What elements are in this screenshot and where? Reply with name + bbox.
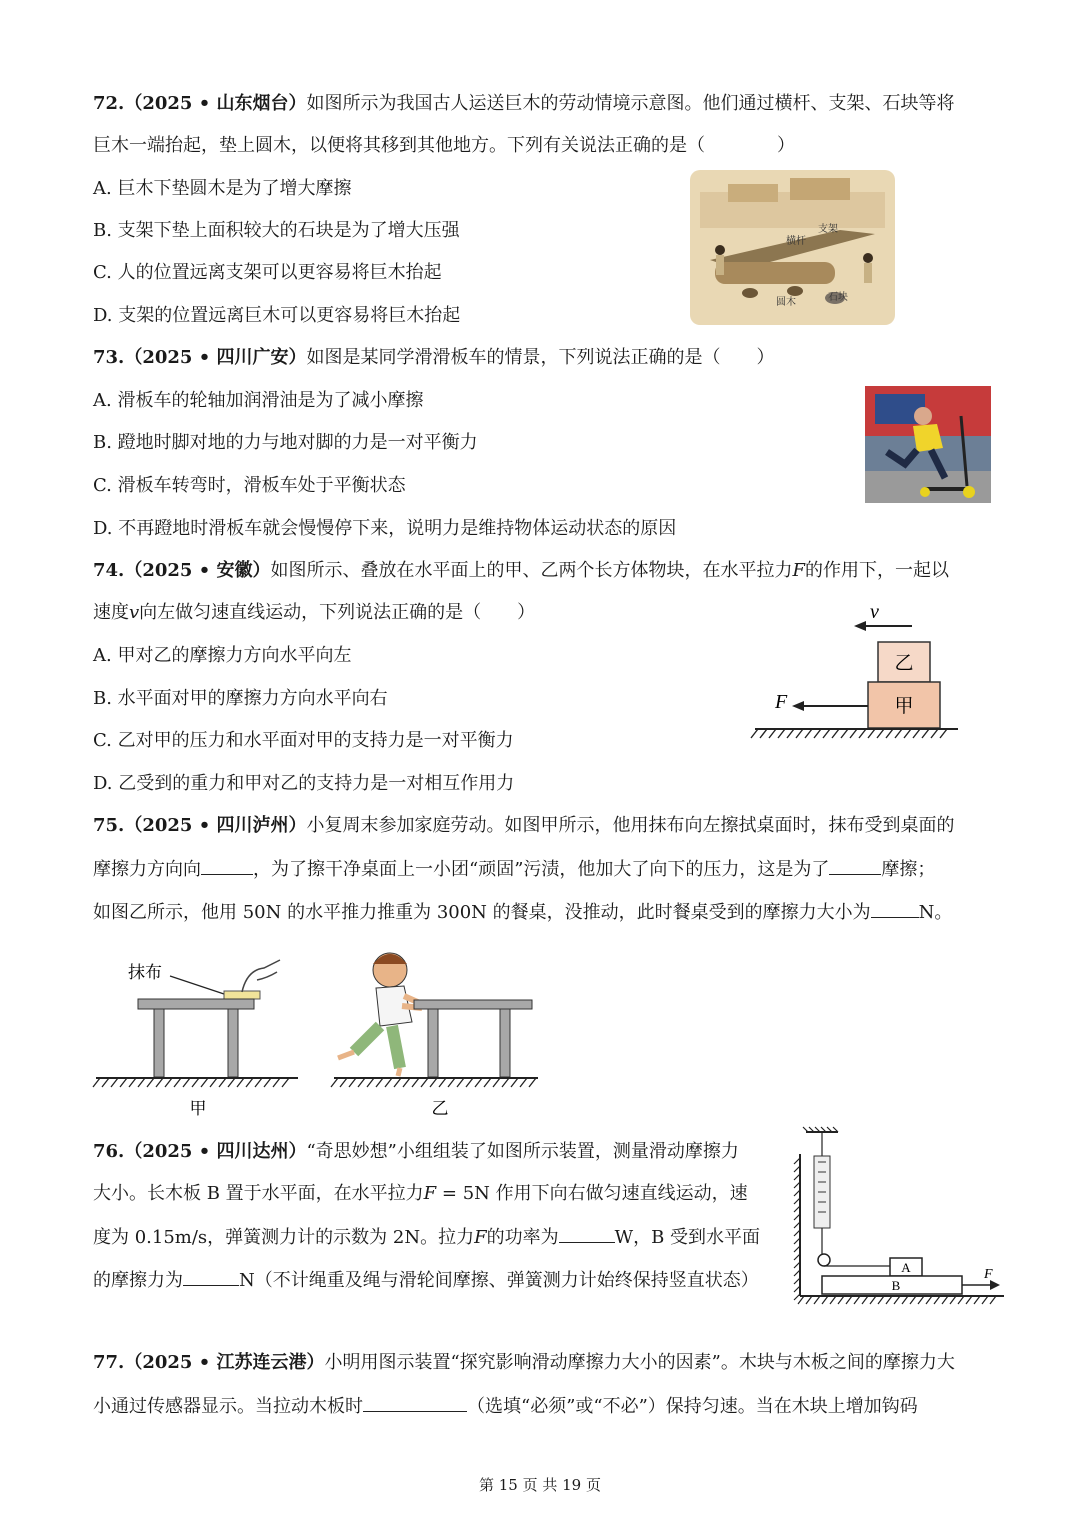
q76-line-4: 的摩擦力为 N（不计绳重及绳与滑轮间摩擦、弹簧测力计始终保持竖直状态） bbox=[93, 1267, 759, 1293]
blank-3[interactable] bbox=[871, 899, 919, 918]
q75-line-2: 摩擦力方向向 ，为了擦干净桌面上一小团“顽固”污渍，他加大了向下的压力，这是为了 摩擦； bbox=[93, 856, 935, 882]
fig-a-label: 甲 bbox=[189, 1099, 207, 1119]
q74-blocks-diagram bbox=[750, 598, 962, 744]
q74-option-d: D. 乙受到的重力和甲对乙的支持力是一对相互作用力 bbox=[93, 773, 515, 794]
q74-line-2: 速度v向左做匀速直线运动，下列说法正确的是（ ） bbox=[93, 602, 536, 623]
blank-6[interactable] bbox=[363, 1393, 467, 1412]
q74-option-a: A. 甲对乙的摩擦力方向水平向左 bbox=[93, 645, 352, 666]
label-stone: 石块 bbox=[828, 292, 848, 303]
q77-line-2: 小通过传感器显示。当拉动木板时 （选填“必须”或“不必”）保持匀速。当在木块上增加钩码 bbox=[93, 1393, 918, 1419]
q73-option-d: D. 不再蹬地时滑板车就会慢慢停下来，说明力是维持物体运动状态的原因 bbox=[93, 518, 677, 539]
cloth-label: 抹布 bbox=[128, 963, 162, 983]
q75-line-1: 75.（2025 • 四川泸州）小复周末参加家庭劳动。如图甲所示，他用抹布向左擦拭桌面时，抹布受到桌面的 bbox=[93, 815, 955, 836]
force-label: F bbox=[775, 691, 788, 713]
q72-line-2: 巨木一端抬起，垫上圆木，以便将其移到其他地方。下列有关说法正确的是（ ） bbox=[93, 135, 795, 156]
pulley bbox=[818, 1254, 830, 1266]
label-log: 圆木 bbox=[776, 297, 796, 308]
q76-apparatus bbox=[780, 1126, 1008, 1312]
label-crossbar: 横杆 bbox=[786, 236, 806, 247]
blank-2[interactable] bbox=[829, 856, 881, 875]
q75-diagrams bbox=[92, 940, 542, 1120]
blank-4[interactable] bbox=[559, 1224, 615, 1243]
q77-line-1: 77.（2025 • 江苏连云港）小明用图示装置“探究影响滑动摩擦力大小的因素”。木块与木板之间的摩擦力大 bbox=[93, 1352, 955, 1373]
force-arrow-icon bbox=[792, 701, 804, 711]
q73-line-1: 73.（2025 • 四川广安）如图是某同学滑滑板车的情景，下列说法正确的是（ ） bbox=[93, 347, 775, 368]
q72-option-b: B. 支架下垫上面积较大的石块是为了增大压强 bbox=[93, 220, 460, 241]
q73-option-a: A. 滑板车的轮轴加润滑油是为了减小摩擦 bbox=[93, 390, 424, 411]
fig-b-label: 乙 bbox=[431, 1099, 449, 1119]
q72-line-1: 72.（2025 • 山东烟台）如图所示为我国古人运送巨木的劳动情境示意图。他们通过横杆、支架、石块等将 bbox=[93, 93, 955, 114]
q72-illustration bbox=[690, 170, 895, 325]
svg-text:乙: 乙 bbox=[894, 652, 914, 674]
velocity-label: v bbox=[870, 601, 879, 623]
q75-line-3: 如图乙所示，他用 50N 的水平推力推重为 300N 的餐桌，没推动，此时餐桌受到的摩擦力大小为 N。 bbox=[93, 899, 952, 925]
q76-line-3: 度为 0.15m/s，弹簧测力计的示数为 2N。拉力F的功率为 W，B 受到水平面 bbox=[93, 1224, 760, 1250]
q73-option-b: B. 蹬地时脚对地的力与地对脚的力是一对平衡力 bbox=[93, 432, 478, 453]
q74-option-c: C. 乙对甲的压力和水平面对甲的支持力是一对平衡力 bbox=[93, 730, 514, 751]
q74-line-1: 74.（2025 • 安徽）如图所示、叠放在水平面上的甲、乙两个长方体物块，在水平拉力F的作用下，一起以 bbox=[93, 560, 949, 581]
q72-option-c: C. 人的位置远离支架可以更容易将巨木抬起 bbox=[93, 262, 442, 283]
blank-1[interactable] bbox=[201, 856, 253, 875]
cloth bbox=[224, 991, 260, 999]
svg-text:甲: 甲 bbox=[894, 695, 914, 717]
q73-scooter-photo bbox=[865, 386, 991, 503]
ground-hatch bbox=[751, 729, 947, 738]
blank-5[interactable] bbox=[183, 1267, 239, 1286]
velocity-arrow-icon bbox=[854, 621, 866, 631]
q73-option-c: C. 滑板车转弯时，滑板车处于平衡状态 bbox=[93, 475, 406, 496]
q76-line-2: 大小。长木板 B 置于水平面，在水平拉力F = 5N 作用下向右做匀速直线运动，速 bbox=[93, 1183, 748, 1204]
page-footer: 第 15 页 共 19 页 bbox=[478, 1476, 601, 1494]
hand-icon bbox=[242, 960, 280, 992]
q76-line-1: 76.（2025 • 四川达州）“奇思妙想”小组组装了如图所示装置，测量滑动摩擦力 bbox=[93, 1141, 739, 1162]
q72-option-d: D. 支架的位置远离巨木可以更容易将巨木抬起 bbox=[93, 305, 461, 326]
svg-text:B: B bbox=[891, 1278, 901, 1293]
label-support: 支架 bbox=[818, 224, 838, 235]
q74-option-b: B. 水平面对甲的摩擦力方向水平向右 bbox=[93, 688, 388, 709]
force-label: F bbox=[984, 1267, 993, 1282]
svg-text:A: A bbox=[901, 1260, 911, 1275]
q72-option-a: A. 巨木下垫圆木是为了增大摩擦 bbox=[93, 178, 352, 199]
